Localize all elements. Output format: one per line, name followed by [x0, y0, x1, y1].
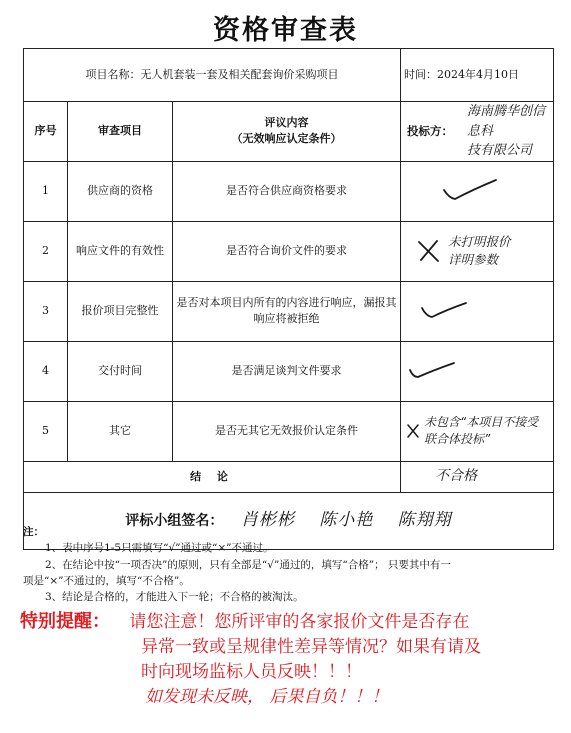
- row-item: 供应商的资格: [68, 161, 173, 221]
- reminder-warning: 如发现未反映， 后果自负！！！: [145, 687, 389, 707]
- reminder-text: 异常一致或呈规律性差异等情况？如果有请及: [141, 637, 481, 657]
- row-item: 其它: [68, 401, 173, 461]
- row-condition: 是否无其它无效报价认定条件: [173, 401, 401, 461]
- note-item: 3、结论是合格的，才能进入下一轮；不合格的被淘汰。: [45, 591, 304, 604]
- row-condition: 是否符合供应商资格要求: [173, 161, 401, 221]
- row-result: [401, 221, 554, 281]
- project-name: 项目名称：无人机套装一套及相关配套询价采购项目: [24, 49, 401, 102]
- notes-section: [23, 524, 558, 605]
- note-line: 未打明报价: [448, 233, 511, 249]
- project-header-row: [24, 49, 554, 102]
- note-item: 2、在结论中按“一项否决”的原则，只有全部是“√”通过的，填写“合格”； 只要其中有一: [45, 558, 451, 571]
- note-line: 详明参数: [448, 252, 499, 267]
- handwritten-note: [424, 414, 538, 449]
- bidder-name-line: 技有限公司: [467, 143, 533, 158]
- col-bidder: [401, 102, 554, 162]
- note-item: 项是“×”不通过的，填写“不合格”。: [23, 574, 190, 587]
- cross-mark-icon: [416, 238, 442, 264]
- signature-name: 肖彬彬: [240, 510, 295, 531]
- table-row: [24, 161, 554, 221]
- row-result: [401, 281, 554, 341]
- bidder-name-line: 海南腾华创信息科: [467, 104, 546, 139]
- reminder-label: 特别提醒：: [20, 611, 110, 632]
- row-no: 1: [24, 161, 68, 221]
- notes-title: 注：: [23, 526, 44, 538]
- row-item: 交付时间: [68, 341, 173, 401]
- qualification-table: [23, 48, 554, 550]
- col-content: [173, 102, 401, 162]
- bidder-name: [459, 102, 553, 161]
- signature-name: 陈小艳: [319, 510, 374, 531]
- note-line: 未包含“本项目不接受: [424, 414, 539, 429]
- row-result: [401, 161, 554, 221]
- note-line: 联合体投标”: [424, 432, 491, 446]
- special-reminder: [20, 609, 560, 710]
- table-row: [24, 401, 554, 461]
- row-no: 5: [24, 401, 68, 461]
- reminder-text: 时向现场监标人员反映！！！: [141, 662, 362, 682]
- row-item: 报价项目完整性: [68, 281, 173, 341]
- page-title: 资格审查表: [213, 15, 358, 46]
- conclusion-row: [24, 461, 554, 492]
- col-content-sub: （无效响应认定条件）: [231, 132, 342, 146]
- handwritten-note: [448, 233, 511, 269]
- col-seq: 序号: [24, 102, 68, 162]
- table-row: [24, 281, 554, 341]
- bidder-label: 投标方：: [407, 123, 454, 138]
- column-header-row: [24, 102, 554, 162]
- row-result: [401, 401, 554, 461]
- check-mark-icon: [408, 360, 456, 382]
- reminder-text: 请您注意！您所评审的各家报价文件是否存在: [129, 612, 470, 632]
- col-content-title: 评议内容: [264, 116, 309, 130]
- row-condition: 是否符合询价文件的要求: [173, 221, 401, 281]
- signature-label: 评标小组签名：: [125, 513, 224, 530]
- col-item: 审查项目: [68, 102, 173, 162]
- table-row: [24, 341, 554, 401]
- table-row: [24, 221, 554, 281]
- row-no: 2: [24, 221, 68, 281]
- reminder-line: [20, 609, 560, 635]
- conclusion-label: 结 论: [24, 461, 401, 492]
- row-no: 3: [24, 281, 68, 341]
- review-date: 时间：2024年4月10日: [401, 49, 554, 102]
- row-condition: 是否对本项目内所有的内容进行响应，漏报其响应将被拒绝: [173, 281, 401, 341]
- check-mark-icon: [442, 178, 498, 204]
- row-no: 4: [24, 341, 68, 401]
- cross-mark-icon: [406, 423, 420, 439]
- signature-name: 陈翔翔: [397, 510, 452, 531]
- note-item: 1、表中序号1-5只需填写“√”通过或“×”不通过。: [45, 542, 274, 555]
- row-item: 响应文件的有效性: [68, 221, 173, 281]
- row-result: [401, 341, 554, 401]
- conclusion-result: 不合格: [401, 461, 554, 492]
- check-mark-icon: [420, 300, 468, 322]
- row-condition: 是否满足谈判文件要求: [173, 341, 401, 401]
